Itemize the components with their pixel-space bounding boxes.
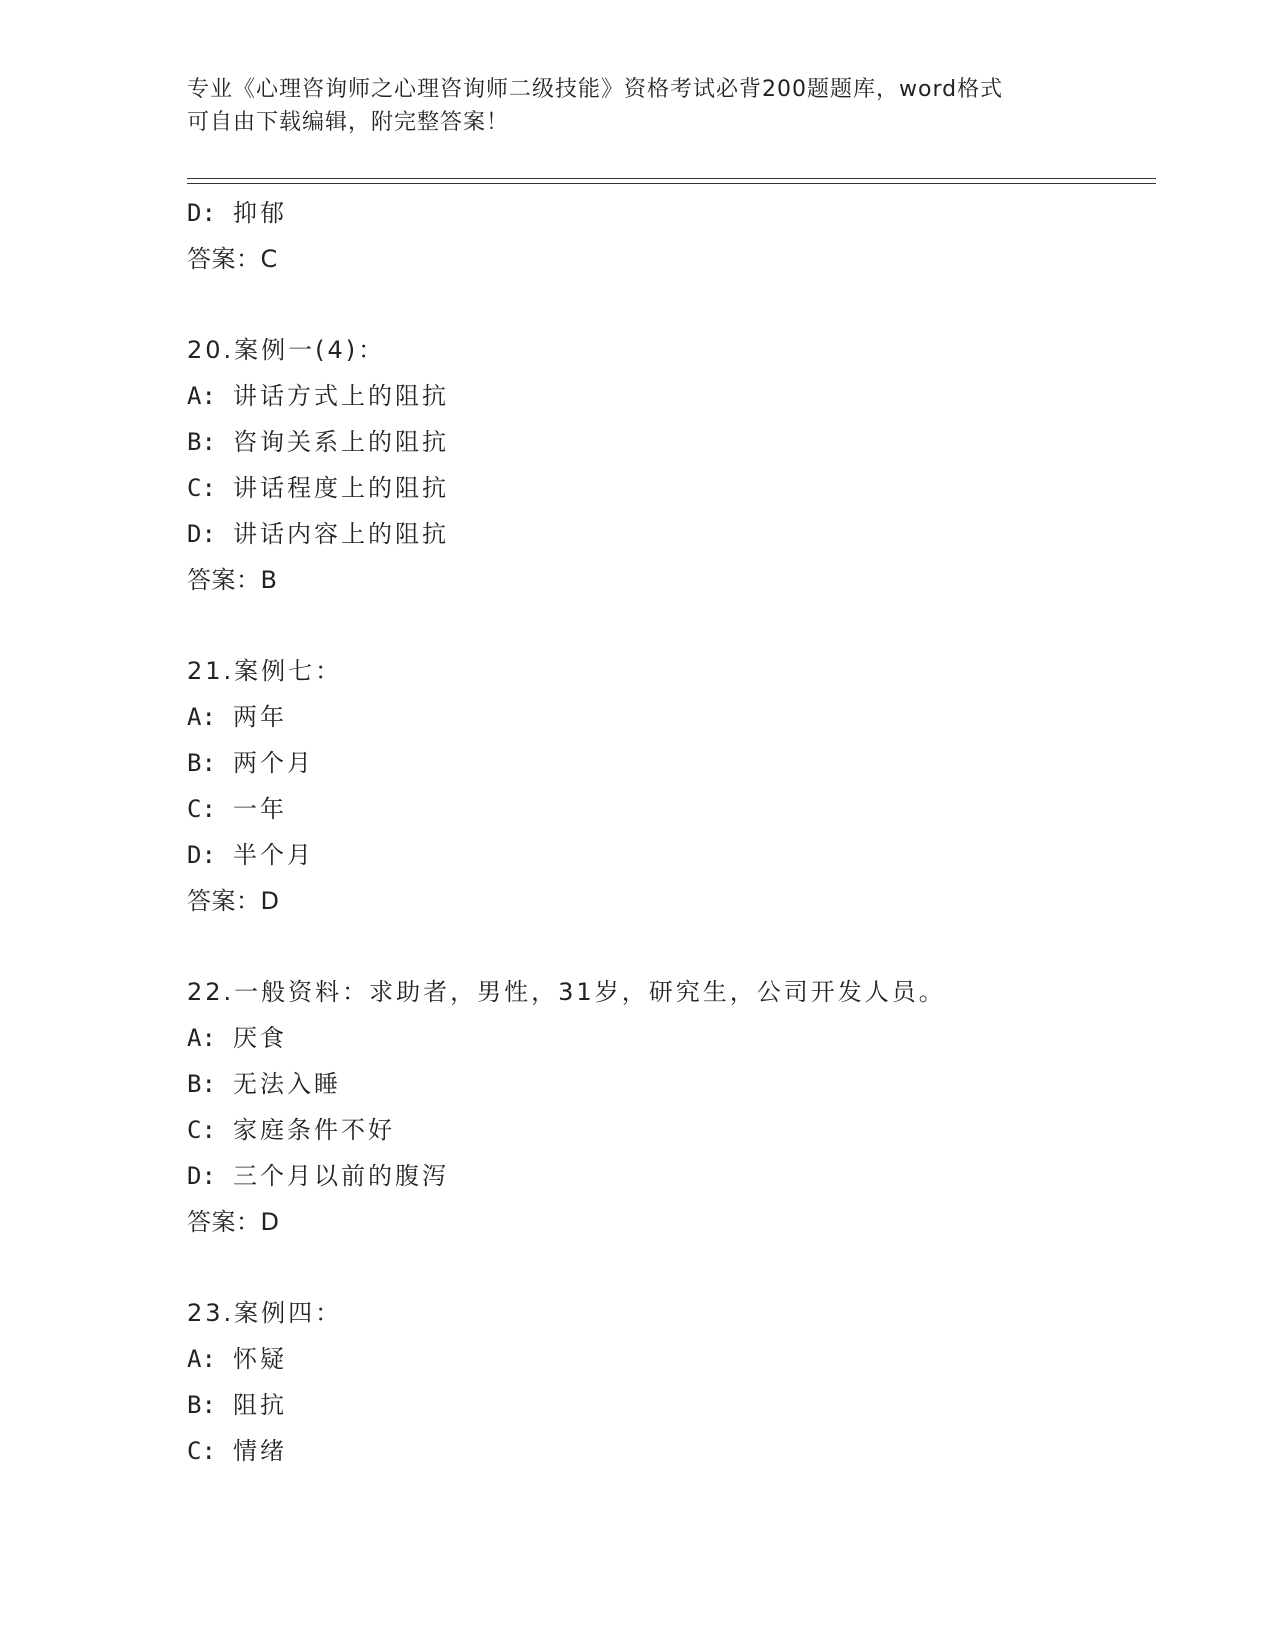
header-title-line-1: 专业《心理咨询师之心理咨询师二级技能》资格考试必背200题题库，word格式 [187,77,1004,102]
option-text: 两个月 [233,749,314,777]
option-letter: B: [187,749,216,777]
option-letter: C: [187,795,216,823]
option-a [187,1015,1157,1061]
answer-line: 答案：D [187,887,280,915]
question-stem: 23.案例四： [187,1299,343,1327]
option-a [187,373,1157,419]
option-letter: C: [187,1437,216,1465]
option-letter: B: [187,428,216,456]
option-text: 咨询关系上的阻抗 [233,428,449,456]
option-a [187,694,1157,740]
option-c [187,1428,1157,1474]
option-c [187,1107,1157,1153]
option-b [187,740,1157,786]
option-c [187,465,1157,511]
option-text: 情绪 [233,1437,287,1465]
option-c [187,786,1157,832]
option-text: 家庭条件不好 [233,1116,395,1144]
option-letter: A: [187,1024,216,1052]
option-letter: B: [187,1070,216,1098]
option-letter: D: [187,199,216,227]
option-text: 两年 [233,703,287,731]
option-text: 讲话方式上的阻抗 [233,382,449,410]
option-a [187,1336,1157,1382]
option-d [187,832,1157,878]
question-list [187,190,1157,1474]
option-text: 三个月以前的腹泻 [233,1162,449,1190]
answer-line: 答案：B [187,566,278,594]
header-title-line-2: 可自由下载编辑，附完整答案！ [187,110,510,135]
option-text: 一年 [233,795,287,823]
document-header [187,73,1087,139]
option-d [187,190,1157,236]
question-stem: 22.一般资料：求助者，男性，31岁，研究生，公司开发人员。 [187,978,946,1006]
option-text: 半个月 [233,841,314,869]
answer-line: 答案：C [187,245,278,273]
option-d [187,1153,1157,1199]
option-letter: D: [187,520,216,548]
option-letter: C: [187,474,216,502]
option-text: 怀疑 [233,1345,287,1373]
option-text: 讲话程度上的阻抗 [233,474,449,502]
option-text: 抑郁 [233,199,287,227]
question-stem: 21.案例七： [187,657,343,685]
option-b [187,1382,1157,1428]
option-text: 厌食 [233,1024,287,1052]
option-text: 阻抗 [233,1391,287,1419]
option-d [187,511,1157,557]
header-divider-bottom [187,183,1156,184]
option-letter: D: [187,1162,216,1190]
option-text: 无法入睡 [233,1070,341,1098]
option-letter: D: [187,841,216,869]
header-divider-top [187,178,1156,179]
option-letter: A: [187,703,216,731]
option-letter: A: [187,1345,216,1373]
answer-line: 答案：D [187,1208,280,1236]
option-text: 讲话内容上的阻抗 [233,520,449,548]
option-b [187,1061,1157,1107]
option-letter: C: [187,1116,216,1144]
option-letter: A: [187,382,216,410]
option-b [187,419,1157,465]
question-stem: 20.案例一(4)： [187,336,386,364]
option-letter: B: [187,1391,216,1419]
